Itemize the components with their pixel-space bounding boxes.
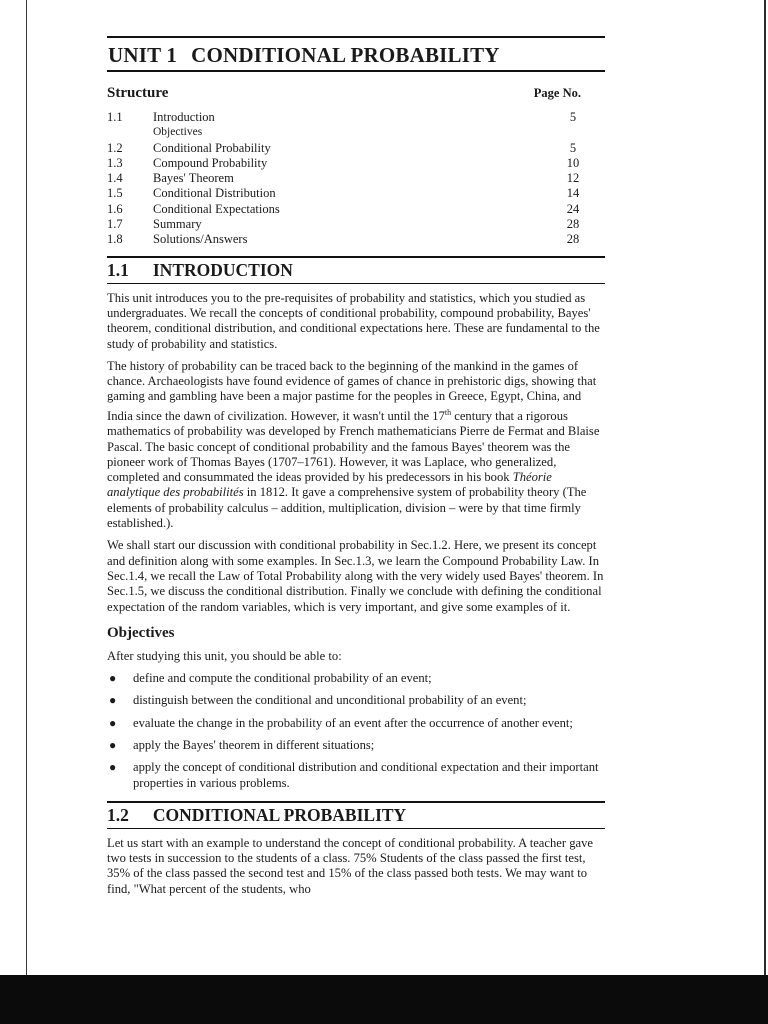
section-number: 1.1: [107, 259, 129, 280]
bullet-icon: ●: [109, 693, 117, 708]
toc-row: [107, 141, 605, 156]
intro-paragraph-2: [107, 359, 605, 531]
objective-text: apply the Bayes' theorem in different situations;: [133, 737, 375, 752]
title-bottom-rule: [107, 70, 605, 72]
toc-page: 14: [566, 186, 580, 201]
conditional-probability-paragraph: Let us start with an example to understand the concept of conditional probability. A teacher gave two tests in succession to the students of a class. 75% Students of the class passed the first test, 35% of the class passed the second test and 15% of the class passed both tests. We may want to find, "What percent of the students, who: [107, 835, 593, 896]
toc-number: 1.6: [107, 201, 123, 216]
list-item: [107, 671, 605, 686]
toc-title: Conditional Distribution: [153, 186, 276, 201]
toc-title: Solutions/Answers: [153, 232, 248, 247]
structure-heading: Structure: [107, 85, 169, 101]
objective-text: evaluate the change in the probability of an event after the occurrence of another event;: [133, 715, 573, 730]
toc-row: [107, 186, 605, 201]
toc-title: Conditional Expectations: [153, 201, 280, 216]
toc-title: Summary: [153, 217, 202, 232]
toc-number: 1.1: [107, 110, 123, 124]
section-header-conditional-probability: [107, 801, 605, 829]
section-header-introduction: [107, 256, 605, 284]
toc-page: 28: [566, 217, 580, 232]
list-item: [107, 693, 605, 708]
section-bottom-rule: [107, 283, 605, 284]
section-number: 1.2: [107, 804, 129, 825]
toc-number: 1.4: [107, 171, 123, 186]
bullet-icon: ●: [109, 715, 117, 730]
bullet-icon: ●: [109, 737, 117, 752]
toc-number: 1.5: [107, 186, 123, 201]
toc-title: Objectives: [153, 126, 203, 139]
intro-p2-text-b: century that a rigorous mathematics of probability was developed by French mathematicians Pierre de Fermat and Blaise Pascal. The basic concept of conditional probability and the famous Bayes' theorem was the pioneer work of Thomas Bayes (1707–1761). However, it was Laplace, who generalized, completed and consummated the ideas provided by his predecessors in his book: [107, 408, 600, 485]
objective-text: define and compute the conditional probability of an event;: [133, 671, 432, 686]
toc-page: 5: [569, 140, 577, 155]
book-title: Théorie analytique des probabilités: [107, 470, 552, 500]
structure-header: [107, 85, 605, 105]
toc-number: 1.3: [107, 155, 123, 170]
objectives-list: [107, 671, 605, 791]
list-item: [107, 760, 605, 791]
objective-text: apply the concept of conditional distribution and conditional expectation and their important properties in various problems.: [133, 760, 599, 790]
objective-text: distinguish between the conditional and unconditional probability of an event;: [133, 693, 527, 708]
toc-page: 10: [566, 155, 580, 170]
page-right-edge: [764, 0, 766, 975]
page-no-label: Page No.: [533, 86, 581, 100]
unit-title: [108, 43, 605, 67]
toc-number: 1.7: [107, 217, 123, 232]
ordinal-superscript: th: [444, 407, 452, 417]
toc-title: Introduction: [153, 110, 215, 124]
toc-page: [558, 125, 588, 140]
toc-title: Bayes' Theorem: [153, 171, 234, 186]
bullet-icon: ●: [109, 760, 117, 775]
table-of-contents: [107, 110, 605, 248]
toc-row: [107, 217, 605, 232]
section-title: [107, 258, 605, 282]
toc-number: 1.8: [107, 232, 123, 247]
toc-row: [107, 156, 605, 171]
toc-number: [107, 125, 153, 140]
toc-row: [107, 110, 605, 125]
toc-page: 28: [566, 232, 580, 247]
list-item: [107, 738, 605, 753]
objectives-lead: After studying this unit, you should be able to:: [107, 648, 342, 663]
intro-p2-text-c: in 1812. It gave a comprehensive system of probability theory (The elements of probability calculus – addition, multiplication, division – were by that time firmly established.).: [107, 485, 587, 531]
section-name: INTRODUCTION: [152, 259, 293, 280]
toc-page: 5: [569, 110, 577, 124]
bullet-icon: ●: [109, 671, 117, 686]
list-item: [107, 716, 605, 731]
intro-paragraph-3: We shall start our discussion with conditional probability in Sec.1.2. Here, we present its concept and definition along with some examples. In Sec.1.3, we learn the Compound Probability Law. In Sec.1.4, we recall the Law of Total Probability along with the very widely used Bayes' theorem. In Sec.1.5, we discuss the conditional distribution. Finally we conclude with defining the conditional expectation of the random variables, which is very important, and give some examples of it.: [107, 538, 604, 614]
toc-row: [107, 232, 605, 247]
scan-bottom-margin: [0, 975, 768, 1024]
page-left-edge: [26, 0, 27, 975]
document-page: [107, 36, 605, 897]
section-name: CONDITIONAL PROBABILITY: [152, 804, 407, 825]
intro-p2-text-a: The history of probability can be traced back to the beginning of the mankind in the games of chance. Archaeologists have found evidence of games of chance in prehistoric digs, showing that gaming and gambling have been a major pastime for the peoples in Greece, Egypt, China, and India since the dawn of civilization. However, it wasn't until the 17: [107, 358, 597, 423]
toc-page: 24: [566, 201, 580, 216]
intro-paragraph-1: This unit introduces you to the pre-requisites of probability and statistics, which you studied as undergraduates. We recall the concepts of conditional probability, compound probability, Bayes' theorem, conditional distribution, and conditional expectations here. These are fundamental to the study of probability and statistics.: [107, 290, 600, 351]
toc-row: [107, 171, 605, 186]
title-top-rule: [107, 36, 605, 38]
toc-row: [107, 202, 605, 217]
section-title: [107, 803, 605, 827]
section-bottom-rule: [107, 828, 605, 829]
toc-row: [107, 125, 605, 140]
unit-number: UNIT 1: [108, 43, 178, 67]
objectives-heading: Objectives: [107, 624, 175, 641]
toc-title: Compound Probability: [153, 155, 268, 170]
toc-number: 1.2: [107, 140, 123, 155]
unit-name: CONDITIONAL PROBABILITY: [191, 43, 500, 67]
toc-page: 12: [566, 171, 580, 186]
toc-title: Conditional Probability: [153, 140, 271, 155]
